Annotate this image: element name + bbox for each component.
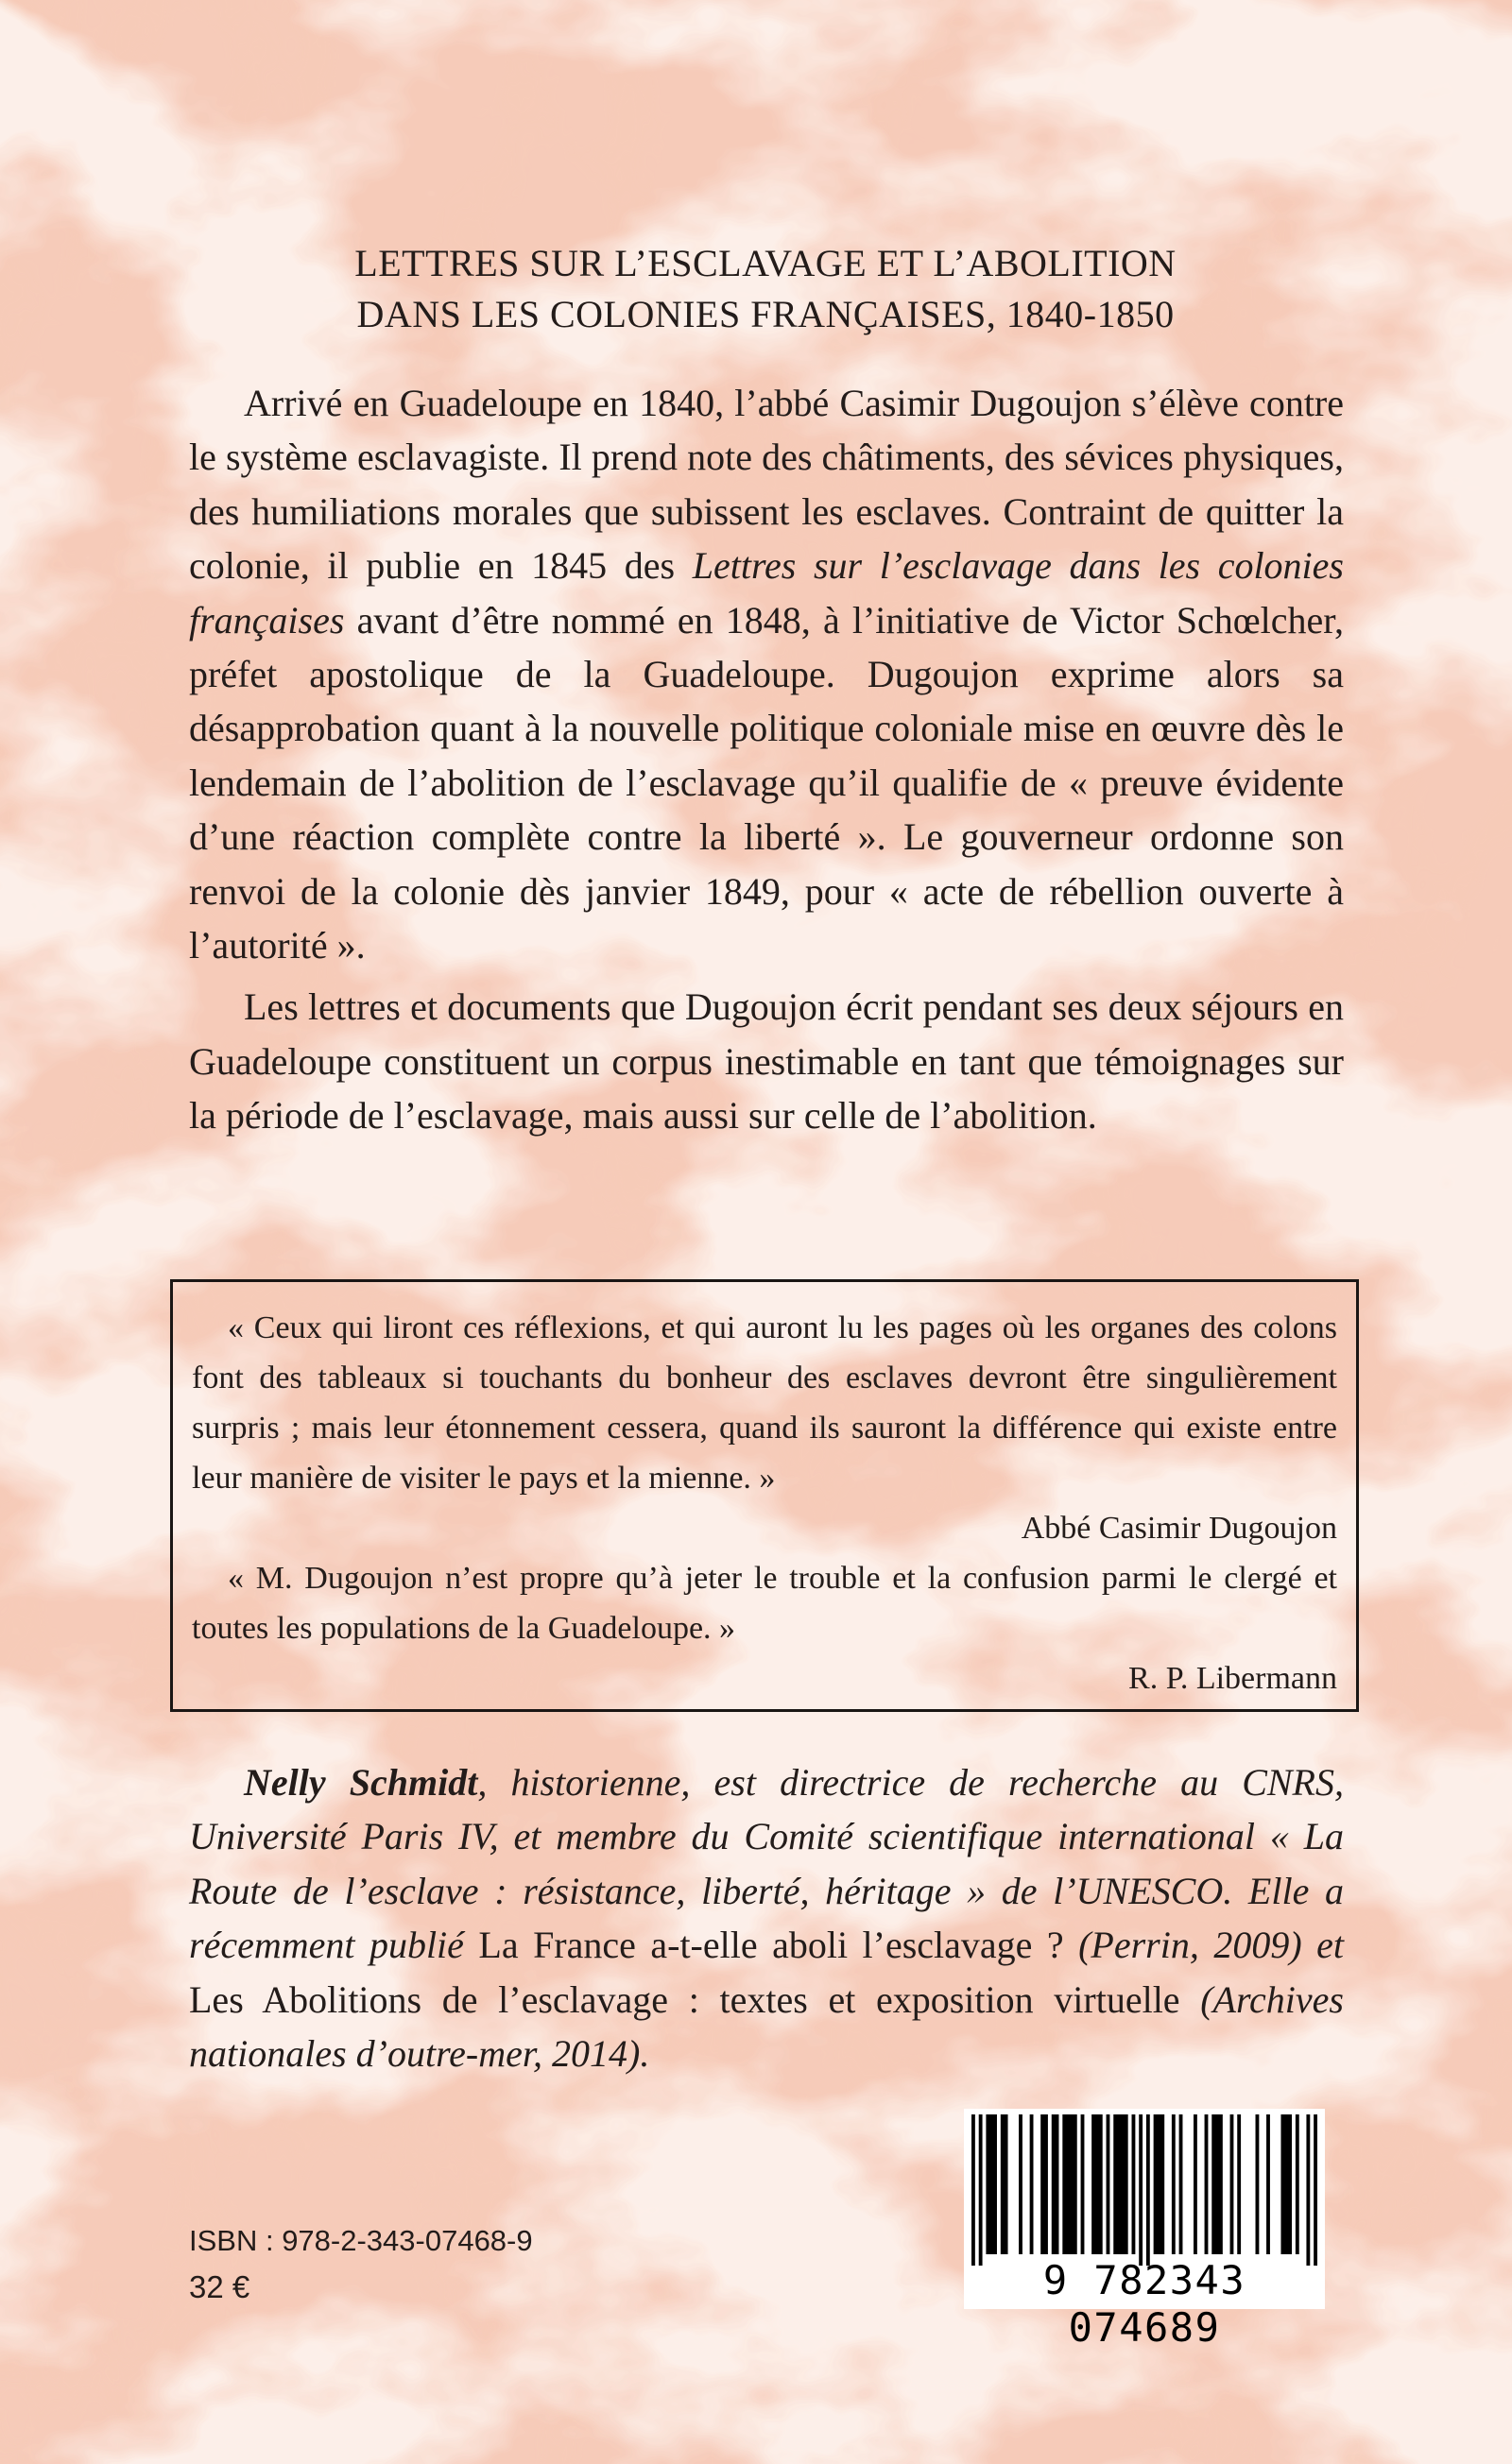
barcode-bar: [1091, 2114, 1103, 2254]
bio-text-3: (Archives nationales d’outre-mer, 2014).: [189, 1977, 1344, 2076]
barcode-bar: [1062, 2114, 1076, 2254]
summary-paragraph-2: Les lettres et documents que Dugoujon écrit pendant ses deux séjours en Guadeloupe constituent un corpus inestimable en tant que témoignages sur la période de l’esclavage, mais aussi sur celle de l’abolition.: [189, 985, 1344, 1138]
barcode-digits: 9 782343 074689: [1042, 2257, 1246, 2351]
price-label: 32 €: [189, 2269, 250, 2304]
barcode: [964, 2109, 1325, 2351]
book-summary: [189, 376, 1344, 1143]
barcode-bar: [986, 2114, 997, 2254]
barcode-bar: [1205, 2114, 1209, 2254]
barcode-bar: [1237, 2114, 1241, 2254]
bio-text-1: , historienne, est directrice de recherche au CNRS, Université Paris IV, et membre du Comité scientifique international « La Route de l’esclave : résistance, liberté, héritage » de l’UNESCO. Elle a récemment publié: [189, 1761, 1344, 1967]
barcode-bar: [1030, 2114, 1034, 2254]
bio-book-title-2: Les Abolitions de l’esclavage : textes et exposition virtuelle: [189, 1977, 1180, 2021]
barcode-bar: [1001, 2114, 1008, 2254]
barcode-bar: [1113, 2114, 1127, 2254]
barcode-bar: [1081, 2114, 1085, 2254]
author-name: Nelly Schmidt: [244, 1761, 478, 1804]
book-title: [189, 238, 1342, 340]
barcode-bar: [1132, 2114, 1136, 2254]
barcode-bar: [1052, 2114, 1059, 2254]
barcode-bar: [979, 2114, 983, 2266]
barcode-bar: [1296, 2114, 1299, 2254]
summary-p1-italic-title: Lettres sur l’esclavage dans les colonies françaises: [189, 544, 1344, 642]
title-line-1: LETTRES SUR L’ESCLAVAGE ET L’ABOLITION: [354, 242, 1177, 284]
barcode-bar: [1194, 2114, 1197, 2254]
quotes-box: [170, 1279, 1359, 1712]
barcode-bar: [1146, 2114, 1150, 2266]
quote-author: R. P. Libermann: [1128, 1661, 1337, 1696]
bio-text-2: (Perrin, 2009) et: [1063, 1924, 1344, 1967]
barcode-bar: [1314, 2114, 1317, 2266]
barcode-bar: [1107, 2114, 1110, 2254]
quote-text: « M. Dugoujon n’est propre qu’à jeter le trouble et la confusion parmi le clergé et toutes les populations de la Guadeloupe. »: [192, 1561, 1337, 1646]
barcode-bar: [1266, 2114, 1270, 2254]
barcode-bar: [1280, 2114, 1292, 2254]
title-line-2: DANS LES COLONIES FRANÇAISES, 1840-1850: [356, 293, 1175, 335]
barcode-bar: [1139, 2114, 1143, 2266]
barcode-bar: [1040, 2114, 1048, 2254]
barcode-bar: [1154, 2114, 1165, 2254]
barcode-bar: [1306, 2114, 1310, 2266]
quote-text: « Ceux qui liront ces réflexions, et qui auront lu les pages où les organes des colons font des tableaux si touchants du bonheur des esclaves devront être singulièrement surpris ; mais leur étonnement cessera, quand ils sauront la différence qui existe entre leur manière de visiter le pays et la mienne. »: [192, 1310, 1337, 1496]
barcode-bars: [971, 2114, 1317, 2266]
barcode-bar: [971, 2114, 975, 2266]
barcode-bar: [1179, 2114, 1183, 2254]
summary-p1-text-b: avant d’être nommé en 1848, à l’initiative de Victor Schœlcher, préfet apostolique de la Guadeloupe. Dugoujon exprime alors sa désapprobation quant à la nouvelle politique coloniale mise en œuvre dès le lendemain de l’abolition de l’esclavage qu’il qualifie de « preuve évidente d’une réaction complète contre la liberté ». Le gouverneur ordonne son renvoi de la colonie dès janvier 1849, pour « acte de rébellion ouverte à l’autorité ».: [189, 598, 1344, 967]
author-bio: [189, 1755, 1344, 2080]
barcode-bar: [1230, 2114, 1234, 2254]
isbn-label: ISBN : 978-2-343-07468-9: [189, 2224, 533, 2257]
quote-author: Abbé Casimir Dugoujon: [1021, 1511, 1337, 1546]
summary-p1-text-a: Arrivé en Guadeloupe en 1840, l’abbé Casimir Dugoujon s’élève contre le système esclavagiste. Il prend note des châtiments, des sévices physiques, des humiliations morales que subissent les esclaves. Contraint de quitter la colonie, il publie en 1845 des: [189, 382, 1344, 588]
barcode-bar: [1211, 2114, 1223, 2254]
bio-book-title-1: La France a-t-elle aboli l’esclavage ?: [478, 1924, 1064, 1967]
barcode-bar: [1256, 2114, 1260, 2254]
summary-paragraph-1: [189, 376, 1344, 972]
barcode-bar: [1019, 2114, 1022, 2254]
barcode-bar: [1172, 2114, 1176, 2254]
